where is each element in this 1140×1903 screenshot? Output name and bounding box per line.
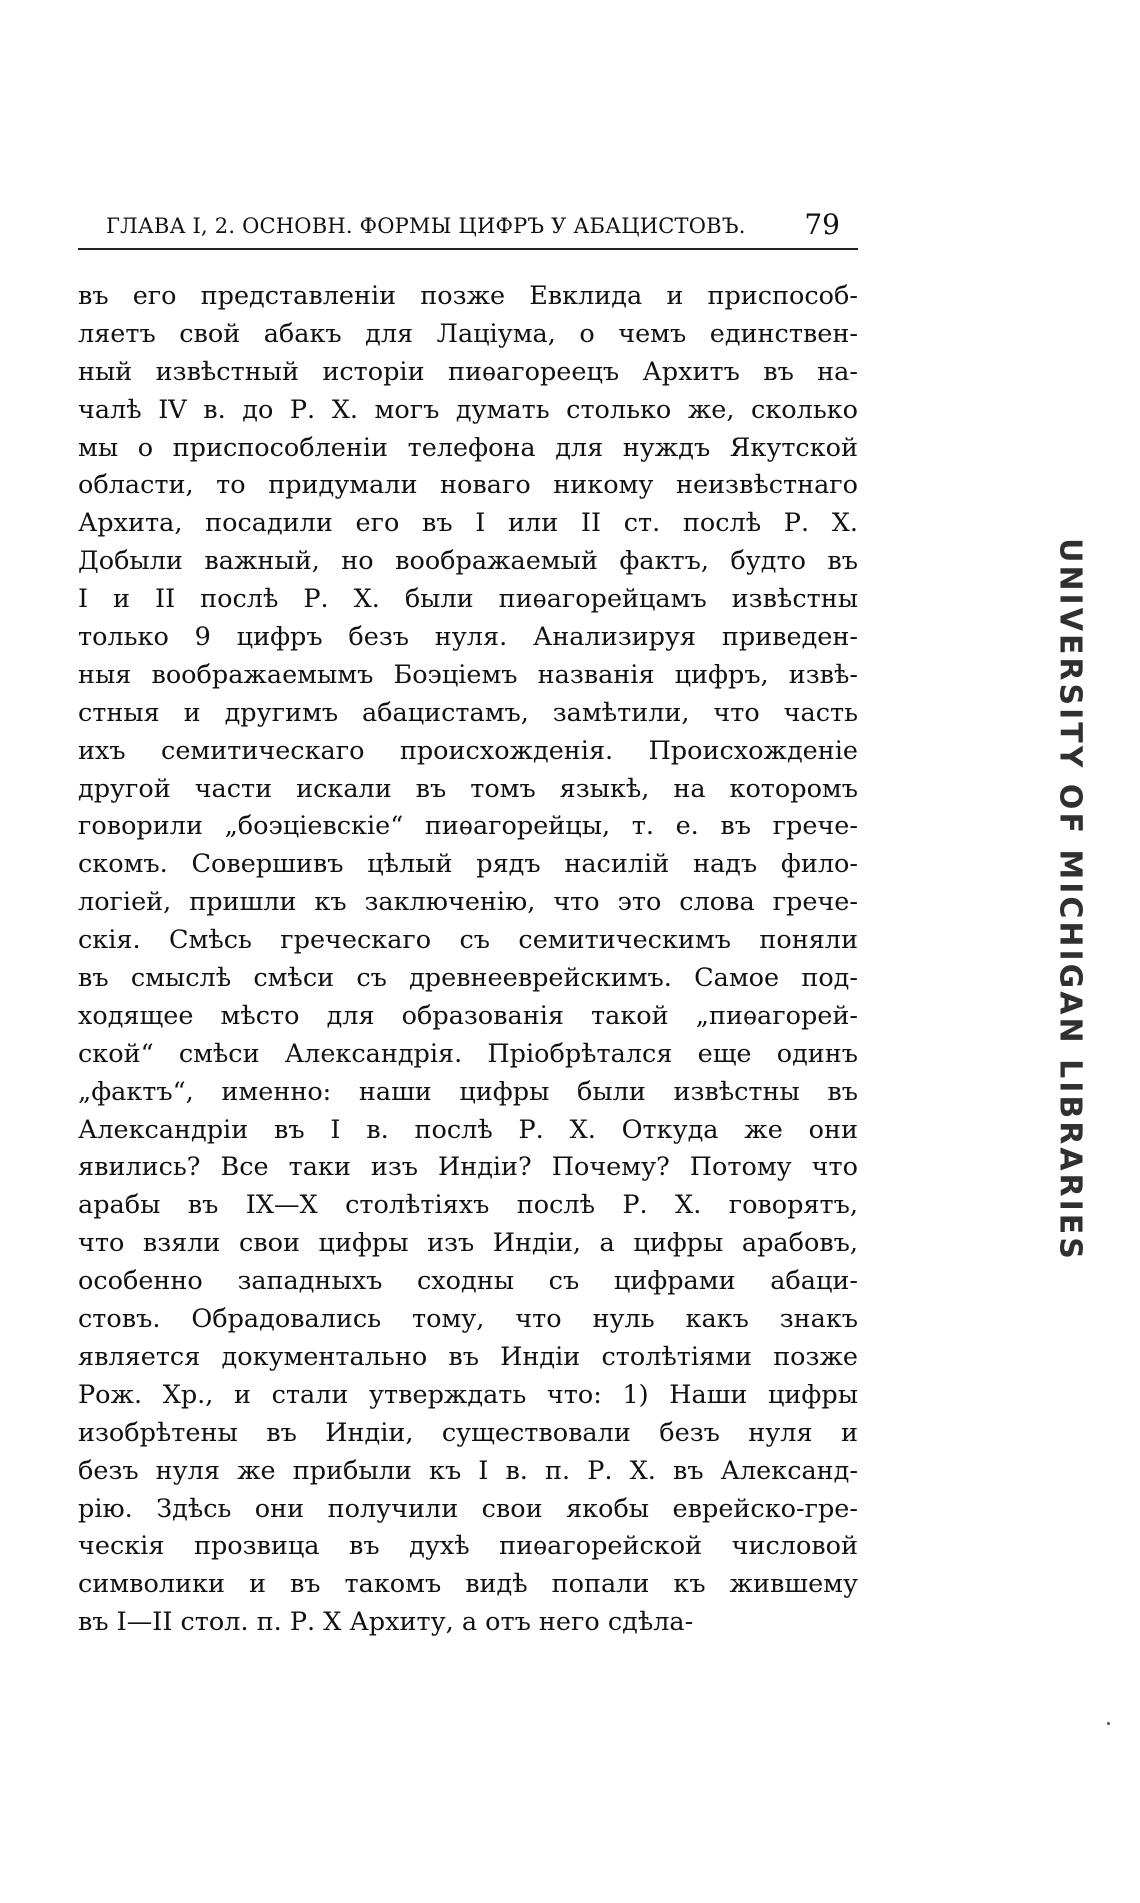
text-line: стныя и другимъ абацистамъ, замѣтили, что часть bbox=[78, 697, 858, 728]
text-line: Александріи въ I в. послѣ Р. X. Откуда же они bbox=[78, 1114, 858, 1145]
text-line: ныя воображаемымъ Боэціемъ названія цифръ, извѣ- bbox=[78, 659, 858, 690]
text-line: является документально въ Индіи столѣтіями позже bbox=[78, 1341, 858, 1372]
text-line: ходящее мѣсто для образованія такой „пиѳагорей- bbox=[78, 1000, 858, 1031]
library-watermark bbox=[1050, 538, 1090, 1262]
text-line: явились? Все таки изъ Индіи? Почему? Потому что bbox=[78, 1152, 858, 1183]
body-text bbox=[78, 278, 858, 1642]
scan-speck bbox=[1107, 1722, 1110, 1725]
text-line: ляетъ свой абакъ для Лаціума, о чемъ единствен- bbox=[78, 318, 858, 349]
text-line: ихъ семитическаго происхожденія. Происхожденіе bbox=[78, 735, 858, 766]
watermark-text: UNIVERSITY OF MICHIGAN LIBRARIES bbox=[1052, 538, 1088, 1262]
text-line: только 9 цифръ безъ нуля. Анализируя приведен- bbox=[78, 622, 858, 653]
text-line: „фактъ“, именно: наши цифры были извѣстны въ bbox=[78, 1076, 858, 1107]
text-line: ской“ смѣси Александрія. Пріобрѣтался еще одинъ bbox=[78, 1038, 858, 1069]
text-line: ный извѣстный исторіи пиѳагореецъ Архитъ въ на- bbox=[78, 356, 858, 387]
text-line: скомъ. Совершивъ цѣлый рядъ насилій надъ фило- bbox=[78, 849, 858, 880]
text-line: Рож. Хр., и стали утверждать что: 1) Наши цифры bbox=[78, 1379, 858, 1410]
text-line: въ его представленіи позже Евклида и приспособ- bbox=[78, 281, 858, 311]
text-line: скія. Смѣсь греческаго съ семитическимъ поняли bbox=[78, 925, 858, 956]
text-line: I и II послѣ Р. X. были пиѳагорейцамъ извѣстны bbox=[78, 584, 858, 615]
text-line: мы о приспособленіи телефона для нуждъ Якутской bbox=[78, 432, 858, 463]
running-head bbox=[78, 208, 858, 250]
text-line: что взяли свои цифры изъ Индіи, а цифры арабовъ, bbox=[78, 1228, 858, 1259]
text-line: безъ нуля же прибыли къ I в. п. Р. X. въ Александ- bbox=[78, 1455, 858, 1486]
text-line: символики и въ такомъ видѣ попали къ жившему bbox=[78, 1569, 858, 1600]
text-line: говорили „боэціевскіе“ пиѳагорейцы, т. е. въ грече- bbox=[78, 811, 858, 842]
text-line: логіей, пришли къ заключенію, что это слова грече- bbox=[78, 887, 858, 918]
text-line: рію. Здѣсь они получили свои якобы еврейско-гре- bbox=[78, 1493, 858, 1524]
running-title: ГЛАВА I, 2. ОСНОВН. ФОРМЫ ЦИФРЪ У АБАЦИСТОВЪ. bbox=[106, 214, 746, 238]
text-line: изобрѣтены въ Индіи, существовали безъ нуля и bbox=[78, 1417, 858, 1448]
text-line: въ I—II стол. п. Р. X Архиту, а отъ него сдѣла- bbox=[78, 1607, 694, 1638]
page-number: 79 bbox=[804, 208, 840, 241]
text-line: Архита, посадили его въ I или II ст. послѣ Р. X. bbox=[78, 508, 858, 539]
text-line: области, то придумали новаго никому неизвѣстнаго bbox=[78, 470, 858, 501]
text-line: въ смыслѣ смѣси съ древнееврейскимъ. Самое под- bbox=[78, 963, 858, 994]
text-line: особенно западныхъ сходны съ цифрами абаци- bbox=[78, 1266, 858, 1297]
text-line: стовъ. Обрадовались тому, что нуль какъ знакъ bbox=[78, 1304, 858, 1335]
text-line: чалѣ IV в. до Р. X. могъ думать столько же, сколько bbox=[78, 394, 858, 425]
text-line: Добыли важный, но воображаемый фактъ, будто въ bbox=[78, 546, 858, 577]
text-line: арабы въ IX—X столѣтіяхъ послѣ Р. X. говорятъ, bbox=[78, 1190, 858, 1221]
text-line: ческія прозвица въ духѣ пиѳагорейской числовой bbox=[78, 1531, 858, 1562]
text-line: другой части искали въ томъ языкѣ, на которомъ bbox=[78, 773, 858, 804]
